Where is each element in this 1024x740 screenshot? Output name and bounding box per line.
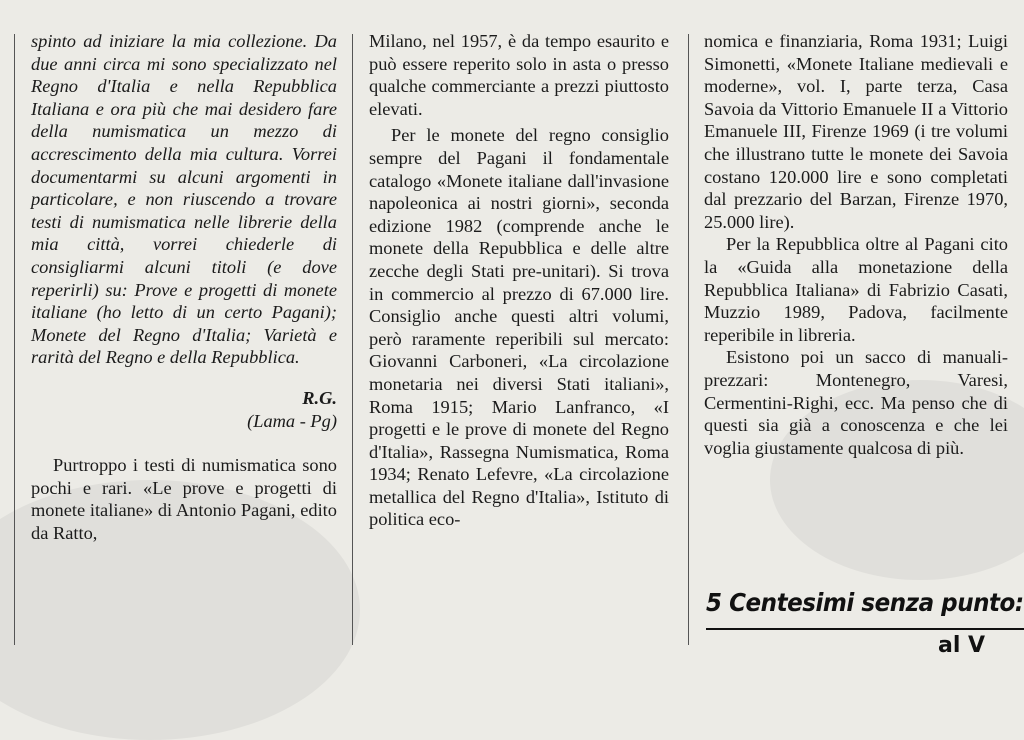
spacer <box>31 432 337 454</box>
column-rule-right <box>688 34 689 645</box>
reply-paragraph: Esistono poi un sacco di manuali-prezzari: Montenegro, Varesi, Cermentini-Righi, ecc. Ma penso che di questi sia già a conoscenza e che lei voglia giustamente qualcosa di più. <box>704 347 1008 458</box>
next-article-headline: 5 Centesimi senza punto: <box>706 588 1024 617</box>
reply-paragraph: Per la Repubblica oltre al Pagani cito la «Guida alla monetazione della Repubblica Italiana» di Fabrizio Casati, Muzzio 1989, Padova, facilmente reperibile in libreria. <box>704 234 1008 345</box>
reply-paragraph: Purtroppo i testi di numismatica sono pochi e rari. «Le prove e progetti di monete italiane» di Antonio Pagani, edito da Ratto, <box>31 455 337 543</box>
letter-signature <box>31 387 337 410</box>
headline-fragment: al V <box>938 633 986 658</box>
reply-paragraph: Per le monete del regno consiglio sempre del Pagani il fondamentale catalogo «Monete italiane dall'invasione napoleonica ai nostri giorni», seconda edizione 1982 (comprende anche le monete della Repubblica e delle altre zecche degli Stati pre-unitari). Si trova in commercio al prezzo di 67.000 lire. Consiglio anche questi altri volumi, però raramente reperibili sul mercato: Giovanni Carboneri, «La circolazione monetaria nei diversi Stati italiani», Roma 1915; Mario Lanfranco, «I progetti e le prove di monete del Regno d'Italia», Rassegna Numismatica, Roma 1934; Renato Lefevre, «La circolazione metallica del Regno d'Italia», Istituto di politica eco- <box>369 125 669 530</box>
reader-letter: spinto ad iniziare la mia collezione. Da due anni circa mi sono specializzato nel Regno d'Italia e nella Repubblica Italiana e ora più che mai desidero fare della numismatica un mezzo di accrescimento della mia cultura. Vorrei documentarmi su alcuni argomenti in particolare, e non riuscendo a trovare testi di numismatica nelle librerie della mia città, vorrei chiederle di consigliarmi alcuni titoli (e dove reperirli) su: Prove e progetti di monete italiane (ho letto di un certo Pagani); Monete del Regno d'Italia; Varietà e rarità del Regno e della Repubblica. <box>31 31 337 368</box>
reply-paragraph: nomica e finanziaria, Roma 1931; Luigi Simonetti, «Monete Italiane medievali e moderne», vol. I, parte terza, Casa Savoia da Vittorio Emanuele II a Vittorio Emanuele III, Firenze 1969 (i tre volumi che illustrano tutte le monete dei Savoia costano 120.000 lire e sono completati dal prezzario del Barzan, Firenze 1970, 25.000 lire). <box>704 31 1008 232</box>
column-rule-middle <box>352 34 353 645</box>
column-2 <box>369 30 669 531</box>
letter-location: (Lama - Pg) <box>247 410 337 431</box>
signature-initials: R.G. <box>302 387 337 408</box>
column-3 <box>704 30 1008 459</box>
column-rule-left <box>14 34 15 645</box>
headline-rule <box>706 628 1024 630</box>
spacer <box>31 369 337 387</box>
column-1 <box>31 30 337 544</box>
reply-paragraph: Milano, nel 1957, è da tempo esaurito e può essere reperito solo in asta o presso qualche commerciante a prezzi piuttosto elevati. <box>369 31 669 119</box>
